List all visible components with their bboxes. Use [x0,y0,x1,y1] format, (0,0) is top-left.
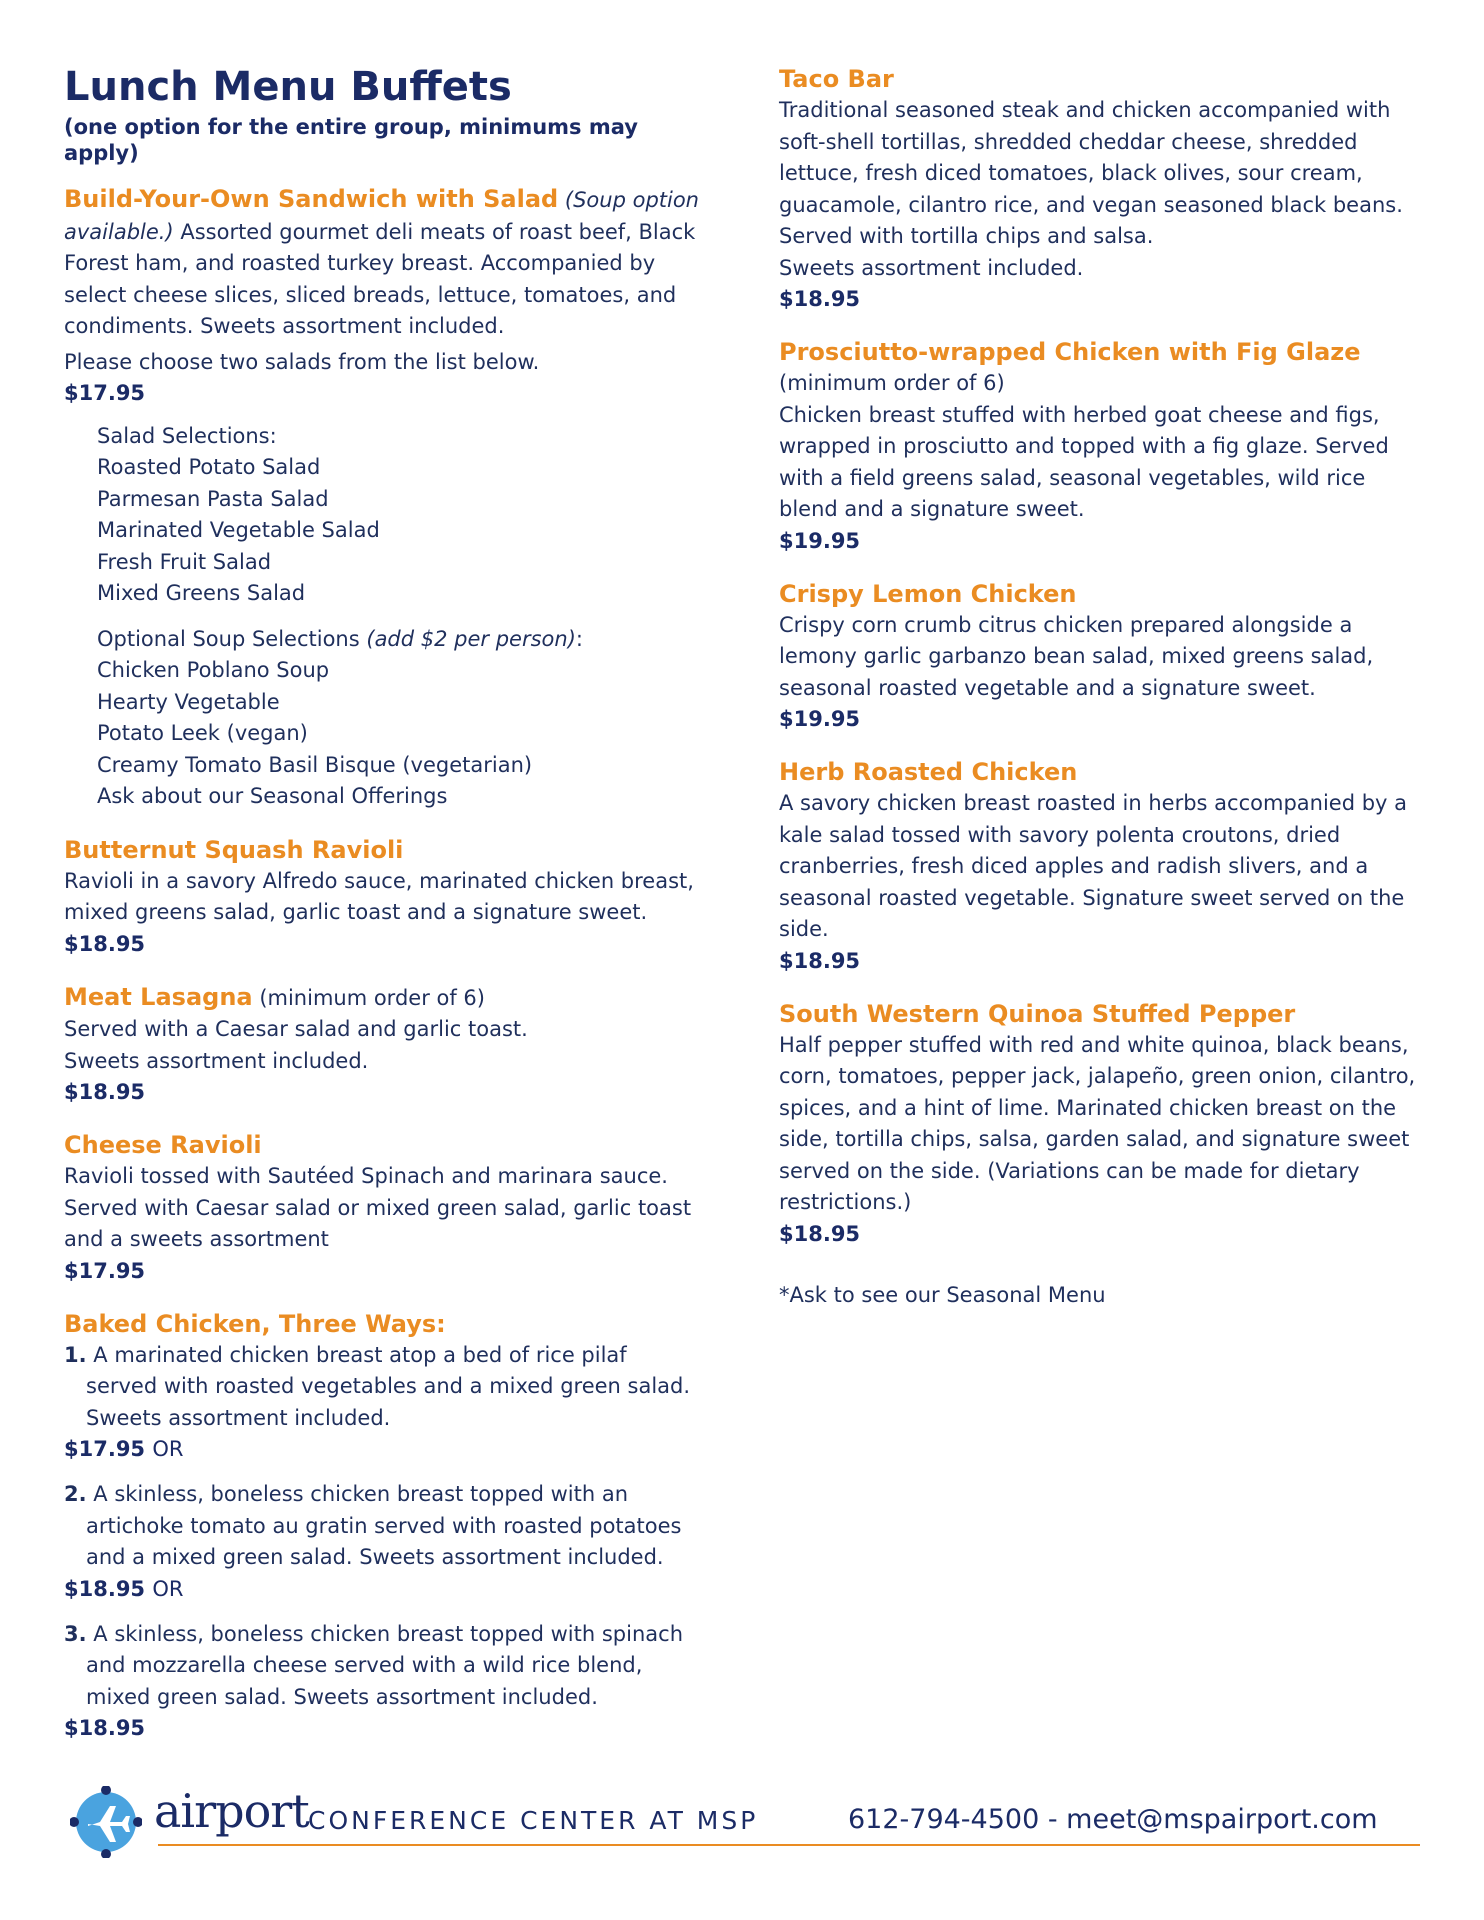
quinoa-section [779,999,1429,1250]
lemon-heading: Crispy Lemon Chicken [779,579,1077,608]
baked-chicken-option [64,1619,704,1745]
prosciutto-price: $19.95 [779,528,861,553]
quinoa-description: Half pepper stuffed with red and white quinoa, black beans, corn, tomatoes, pepper jack, jalapeño, green onion, cilantro, spices, and a hint of lime. Marinated chicken breast on the side, tortilla chips, salsa, garden salad, and signature sweet served on the side. (Variations can be made for dietary restrictions.) [779,1032,1416,1214]
list-item: Creamy Tomato Basil Bisque (vegetarian) [97,752,533,777]
sandwich-note: (Soup option available.) [64,188,699,244]
lasagna-description: Served with a Caesar salad and garlic toast. Sweets assortment included. [64,1017,528,1073]
list-item: Potato Leek (vegan) [97,721,308,745]
butternut-heading: Butternut Squash Ravioli [64,835,404,864]
logo-wordmark: airport [154,1784,309,1838]
lemon-section [779,579,1429,736]
prosciutto-description: Chicken breast stuffed with herbed goat cheese and figs, wrapped in prosciutto and topped with a fig glaze. Served with a field greens salad, seasonal vegetables, wild rice blend and a signature sweet. [779,402,1389,521]
prosciutto-section [779,337,1429,557]
soup-label-colon: : [575,626,583,651]
option-text [64,1340,704,1435]
list-item: Roasted Potato Salad [97,455,321,479]
cheese-ravioli-heading: Cheese Ravioli [64,1131,262,1159]
sandwich-text [64,184,704,343]
quinoa-heading: South Western Quinoa Stuffed Pepper [779,999,1296,1028]
baked-chicken-option [64,1340,704,1466]
option-number: 3. [64,1621,87,1646]
center-name: CONFERENCE CENTER AT MSP [308,1806,759,1835]
salad-selections [97,421,704,610]
soup-price-note: (add $2 per person) [366,626,576,651]
option-description: A skinless, boneless chicken breast topped with an artichoke tomato au gratin served with roasted potatoes and a mixed green salad. Sweets assortment included. [86,1482,682,1569]
list-item: Hearty Vegetable [97,689,280,714]
option-price [64,1434,704,1465]
sandwich-description: Assorted gourmet deli meats of roast beef, Black Forest ham, and roasted turkey breast. Accompanied by select cheese slices, sliced breads, lettuce, tomatoes, and condiments. Sweets assortment included. [64,219,696,338]
footer [70,1786,1420,1856]
right-column [779,64,1429,1311]
lemon-description: Crispy corn crumb citrus chicken prepared alongside a lemony garlic garbanzo bean salad, mixed greens salad, seasonal roasted vegetable and a signature sweet. [779,612,1374,700]
option-or: OR [152,1576,184,1601]
list-item: Mixed Greens Salad [97,581,306,605]
airplane-icon [70,1786,142,1862]
salad-selections-label: Salad Selections: [97,423,277,448]
sandwich-price: $17.95 [64,380,146,405]
list-item: Chicken Poblano Soup [97,658,330,682]
page-subtitle: (one option for the entire group, minimums may apply) [64,115,638,165]
salad-instruction: Please choose two salads from the list below. [64,349,540,374]
contact-info: 612-794-4500 - meet@mspairport.com [848,1804,1378,1835]
cheese-ravioli-description: Ravioli tossed with Sautéed Spinach and marinara sauce. Served with Caesar salad or mixed green salad, garlic toast and a sweets assortment [64,1164,692,1251]
taco-description: Traditional seasoned steak and chicken accompanied with soft-shell tortillas, shredded cheddar cheese, shredded lettuce, fresh diced tomatoes, black olives, sour cream, guacamole, cilantro rice, and vegan seasoned black beans. Served with tortilla chips and salsa. [779,98,1403,248]
option-price-value: $18.95 [64,1576,146,1601]
option-price [64,1574,704,1605]
taco-section [779,64,1429,315]
option-price-value: $17.95 [64,1437,146,1461]
sandwich-heading: Build-Your-Own Sandwich with Salad [64,185,559,213]
footer-divider [158,1844,1420,1846]
lasagna-note: (minimum order of 6) [259,985,485,1010]
soup-label-text: Optional Soup Selections [97,626,360,651]
lasagna-price: $18.95 [64,1080,146,1104]
option-description: A marinated chicken breast atop a bed of rice pilaf served with roasted vegetables and a mixed green salad. Sweets assortment included. [86,1342,691,1430]
option-price-value: $18.95 [64,1716,146,1740]
lasagna-heading: Meat Lasagna [64,982,253,1011]
selections [97,421,704,813]
taco-price: $18.95 [779,287,861,311]
butternut-price: $18.95 [64,931,146,956]
butternut-section [64,835,704,960]
lasagna-title-line [64,982,704,1015]
option-or: OR [152,1437,184,1461]
taco-extra: Sweets assortment included. [779,255,1084,280]
quinoa-price: $18.95 [779,1221,861,1246]
seasonal-footnote: *Ask to see our Seasonal Menu [779,1282,1106,1307]
herb-description: A savory chicken breast roasted in herbs accompanied by a kale salad tossed with savory polenta croutons, dried cranberries, fresh diced apples and radish slivers, and a seasonal roasted vegetable. Signature sweet served on the side. [779,791,1408,941]
soup-selections-label [97,624,704,656]
option-description: A skinless, boneless chicken breast topped with spinach and mozzarella cheese served with a wild rice blend, mixed green salad. Sweets assortment included. [86,1621,684,1709]
butternut-description: Ravioli in a savory Alfredo sauce, marinated chicken breast, mixed greens salad, garlic toast and a signature sweet. [64,868,694,924]
baked-chicken-option [64,1479,704,1605]
herb-section [779,757,1429,977]
page-title: Lunch Menu Buffets [64,64,512,110]
list-item: Ask about our Seasonal Offerings [97,784,448,808]
list-item: Parmesan Pasta Salad [97,486,329,511]
option-price [64,1713,704,1744]
option-text [64,1619,704,1714]
left-column [64,64,704,1766]
cheese-ravioli-price: $17.95 [64,1258,146,1283]
option-text [64,1479,704,1574]
lemon-price: $19.95 [779,707,861,731]
herb-price: $18.95 [779,948,861,973]
baked-chicken-section [64,1309,704,1745]
option-number: 1. [64,1342,87,1367]
lasagna-section [64,982,704,1109]
list-item: Fresh Fruit Salad [97,549,272,574]
sandwich-section [64,184,704,813]
list-item: Marinated Vegetable Salad [97,518,380,542]
taco-heading: Taco Bar [779,65,894,93]
herb-heading: Herb Roasted Chicken [779,758,1078,786]
baked-chicken-heading: Baked Chicken, Three Ways: [64,1309,446,1338]
option-number: 2. [64,1482,87,1506]
prosciutto-note: (minimum order of 6) [779,371,1005,395]
cheese-ravioli-section [64,1130,704,1287]
prosciutto-heading: Prosciutto-wrapped Chicken with Fig Glaze [779,338,1361,366]
soup-selections [97,624,704,813]
